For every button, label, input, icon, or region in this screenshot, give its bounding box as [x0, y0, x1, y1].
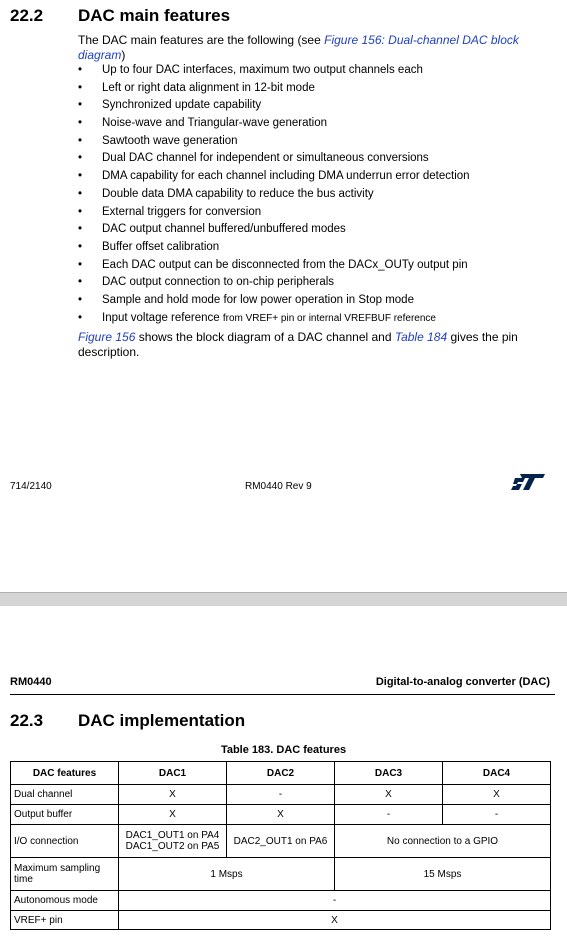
list-item [78, 134, 538, 152]
header-doc-id: RM0440 [10, 676, 52, 688]
row-label: Autonomous mode [11, 891, 119, 911]
bullet-icon: • [78, 293, 83, 306]
header-chapter-title: Digital-to-analog converter (DAC) [375, 676, 550, 688]
table-row [11, 891, 551, 911]
bullet-icon: • [78, 205, 83, 218]
table-cell: X [227, 805, 335, 825]
st-logo-icon [511, 472, 547, 492]
feature-text: DMA capability for each channel including DMA underrun error detection [102, 170, 470, 183]
closing-text-end: gives the pin description. [78, 330, 518, 359]
feature-text: Dual DAC channel for independent or simultaneous conversions [102, 152, 429, 165]
list-item [78, 169, 538, 187]
bullet-icon: • [78, 152, 83, 165]
list-item [78, 81, 538, 99]
row-label: Maximum sampling time [11, 858, 119, 891]
column-header: DAC3 [335, 762, 443, 785]
intro-text: The DAC main features are the following (see [78, 33, 325, 47]
list-item [78, 151, 538, 169]
table-row [11, 825, 551, 858]
table-row [11, 785, 551, 805]
bullet-icon: • [78, 81, 83, 94]
cell-line: DAC1_OUT2 on PA5 [125, 841, 220, 852]
bullet-icon: • [78, 276, 83, 289]
feature-text: Buffer offset calibration [102, 240, 220, 253]
table-cell [119, 825, 227, 858]
list-item [78, 116, 538, 134]
st-logo [511, 472, 547, 497]
table-header-row [11, 762, 551, 785]
table-row [11, 858, 551, 891]
feature-text: Left or right data alignment in 12-bit mode [102, 81, 315, 94]
intro-paragraph [78, 33, 528, 63]
document-revision: RM0440 Rev 9 [245, 481, 312, 492]
section-title: DAC main features [78, 6, 231, 25]
bullet-icon: • [78, 134, 83, 147]
column-header: DAC features [11, 762, 119, 785]
column-header: DAC1 [119, 762, 227, 785]
list-item [78, 275, 538, 293]
feature-text: Input voltage reference [102, 311, 223, 324]
feature-text: Double data DMA capability to reduce the bus activity [102, 187, 374, 200]
column-header: DAC2 [227, 762, 335, 785]
cell-line: DAC1_OUT1 on PA4 [125, 830, 220, 841]
feature-list [78, 63, 538, 328]
bullet-icon: • [78, 117, 83, 130]
list-item [78, 293, 538, 311]
table-row [11, 805, 551, 825]
table-cell: X [119, 911, 551, 930]
table-cell: - [335, 805, 443, 825]
list-item [78, 63, 538, 81]
feature-text: Synchronized update capability [102, 99, 262, 112]
table-184-link[interactable]: Table 184 [394, 330, 448, 344]
feature-text: DAC output channel buffered/unbuffered modes [102, 223, 346, 236]
bullet-icon: • [78, 240, 83, 253]
feature-text: External triggers for conversion [102, 205, 262, 218]
bullet-icon: • [78, 187, 83, 200]
feature-text-small: from VREF+ pin or internal VREFBUF reference [222, 312, 436, 324]
list-item [78, 311, 538, 329]
page-break [0, 592, 567, 606]
table-cell: 15 Msps [335, 858, 551, 891]
table-cell: X [335, 785, 443, 805]
section-number: 22.3 [10, 711, 44, 730]
row-label: I/O connection [11, 825, 119, 858]
feature-text: DAC output connection to on-chip peripherals [102, 276, 335, 289]
closing-paragraph [78, 330, 538, 360]
row-label: Output buffer [11, 805, 119, 825]
header-rule [10, 694, 555, 695]
table-cell: X [119, 805, 227, 825]
table-row [11, 911, 551, 930]
row-label: VREF+ pin [11, 911, 119, 930]
dac-features-table [10, 761, 551, 930]
page-number: 714/2140 [10, 481, 52, 492]
section-number: 22.2 [10, 6, 44, 25]
list-item [78, 258, 538, 276]
section-title: DAC implementation [78, 711, 246, 730]
table-cell: No connection to a GPIO [335, 825, 551, 858]
table-caption: Table 183. DAC features [220, 744, 347, 756]
column-header: DAC4 [443, 762, 551, 785]
table-cell: - [443, 805, 551, 825]
table-cell: DAC2_OUT1 on PA6 [227, 825, 335, 858]
figure-156-link[interactable]: Figure 156: Dual-channel DAC block diagram [78, 33, 519, 62]
table-cell: X [119, 785, 227, 805]
feature-text: Each DAC output can be disconnected from the DACx_OUTy output pin [102, 258, 468, 271]
feature-text: Sawtooth wave generation [102, 134, 238, 147]
table-cell: X [443, 785, 551, 805]
table-cell: - [227, 785, 335, 805]
feature-text: Sample and hold mode for low power operation in Stop mode [102, 293, 414, 306]
bullet-icon: • [78, 99, 83, 112]
bullet-icon: • [78, 311, 83, 324]
bullet-icon: • [78, 64, 83, 76]
closing-text: shows the block diagram of a DAC channel and [135, 330, 395, 344]
table-cell: 1 Msps [119, 858, 335, 891]
intro-end: ) [121, 48, 126, 62]
feature-text: Up to four DAC interfaces, maximum two output channels each [102, 64, 423, 76]
list-item [78, 222, 538, 240]
list-item [78, 205, 538, 223]
list-item [78, 98, 538, 116]
bullet-icon: • [78, 223, 83, 236]
bullet-icon: • [78, 258, 83, 271]
page-break-line [0, 592, 567, 593]
row-label: Dual channel [11, 785, 119, 805]
figure-156-link[interactable]: Figure 156 [78, 330, 136, 344]
bullet-icon: • [78, 170, 83, 183]
feature-text: Noise-wave and Triangular-wave generation [102, 117, 328, 130]
table-cell: - [119, 891, 551, 911]
list-item [78, 240, 538, 258]
list-item [78, 187, 538, 205]
